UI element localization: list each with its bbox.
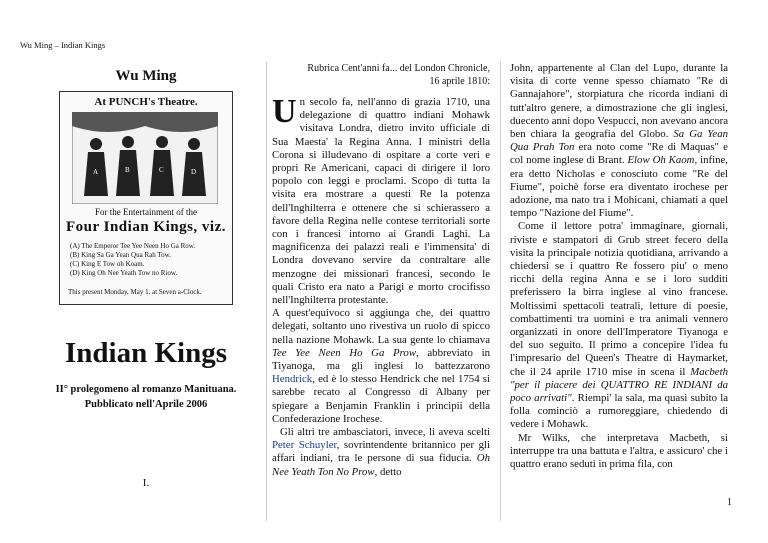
subtitle [30,382,262,412]
four-kings-illustration [72,112,218,204]
native-name: Tee Yee Neen Ho Ga Prow [272,346,417,359]
page-number: 1 [727,497,732,508]
poster-heading: At PUNCH's Theatre. [94,96,198,108]
play-title: Macbeth "per il piacere dei QUATTRO RE INDIANI da poco arrivati" [510,365,728,405]
text-run: John, appartenente al Clan del Lupo, durante la visita di corte venne spesso chiamato "Re di Gannajahore", storpiatura che ricorda indiani di tutt'altro genere, a dimostrazione che gli inglesi, duecento anni dopo Vespucci, non avevano ancora ben chiara la geografia del Globo. [510,62,728,141]
svg-text:B: B [125,166,130,174]
paragraph [272,307,490,426]
column-divider [500,62,501,521]
poster-date: This present Monday, May 1. at Seven a-Clock. [68,288,202,296]
text-run: , abbreviato in Tiyanoga, ma gli inglesi lo battezzarono [272,346,490,373]
book-title: Indian Kings [64,337,227,369]
subtitle-line-2: Pubblicato nell'Aprile 2006 [84,399,208,410]
text-run: Come il lettore potra' immaginare, giornali, riviste e stampatori di Grub street fecero della visita la principale notizia quotidiana, arrivando a chiedersi se i quattro Re fossero piu' o meno ricchi della regina Anna e se i loro sudditi preferissero la birra inglese al vino francese. Moltissimi spettacoli teatrali, letture di poesie, combattimenti tra uomini e tra animali vennero organizzati in onore dell'Imperatore Tiyanoga e del suo seguito. Il primo a concepire l'idea fu l'impresario del Queen's Theatre di Haymarket, che il 24 aprile 1710 mise in scena il [510,220,728,378]
native-name: Oh Nee Yeath Ton No Prow [272,452,490,478]
native-name: Sa Ga Yean Qua Prah Ton [510,128,729,154]
paragraph [510,62,728,220]
column-divider [266,62,267,521]
poster-cast-item: (B) King Sa Ga Yean Qua Rah Tow. [70,251,172,259]
text-run: Gli altri tre ambasciatori, invece, li aveva scelti [280,426,490,439]
text-run: , ed è lo stesso Hendrick che nel 1754 si sarebbe recato al Congresso di Albany per spiegare a Benjamin Franklin i principii della Confederazione Irochese. [272,373,490,425]
text-run: A quest'equivoco si aggiunga che, dei quattro delegati, soltanto uno rivestiva un ruolo di spicco nella nazione Mohawk. La sua gente lo chiamava [272,307,490,346]
text-run: , detto [374,465,402,478]
svg-text:D: D [191,168,197,176]
text-run: , infine, era detto Nicholas e conosciuto come "Re del Fiume", poichè forse era diventato irochese per adozione, ma nato tra i Mohicani, chiamati a quel tempo "Nazione del Fiume". [510,154,728,220]
middle-column [272,62,490,479]
part-number: I. [142,477,150,489]
theatre-poster-image [59,91,233,305]
rubric [272,62,490,88]
article-body-continued [510,62,728,471]
poster-cast-item: (D) King Oh Nee Yeath Tow no Riow. [70,269,178,277]
paragraph [510,220,728,431]
rubric-line-2: 16 aprile 1810: [429,76,490,87]
svg-text:A: A [93,168,99,176]
poster-for-line: For the Entertainment of the [95,207,197,217]
left-column [30,62,262,489]
article-body [272,93,490,479]
paragraph: Mr Wilks, che interpretava Macbeth, si interruppe tra una battuta e l'altra, e assicuro' che i quattro erano seduti in prima fila, con [510,431,728,471]
hendrick-link[interactable]: Hendrick [272,373,313,386]
paragraph [272,93,490,307]
text-run: era noto come "Re di Maquas" e col nome inglese di Brant. [510,141,728,167]
rubric-line-1: Rubrica Cent'anni fa... del London Chronicle, [307,63,490,74]
paragraph-text: n secolo fa, nell'anno di grazia 1710, una delegazione di quattro indiani Mohawk visitava Londra, dietro invito ufficiale di Sua Maesta' la Regina Anna. I ministri della Corona si illudevano di ospitare a corte veri e propri Re Americani, capaci di dirigere il loro popolo con leggi e proclami. Scopo di tutta la visita era mostrare a questi Re la potenza dell'Inghilterra e ottenere che si schierassero a favore della Regina nelle contese territoriali sorte con i francesi intorno ai Grandi Laghi. La magnificenza dei palazzi reali e l'immensita' di Londra dovevano servire da contraltare alle menzogne dei missionari francesi, secondo le quali Cristo era nato a Parigi e morto crocifisso nell'Inghilterra protestante. [272,96,490,307]
drop-cap: U [272,93,297,130]
right-column [510,62,728,471]
text-run: , sovrintendente britannico per gli affari indiani, tra le persone di sua fiducia. [272,439,490,465]
author-name: Wu Ming [115,68,177,84]
paragraph [272,426,490,479]
poster-cast-item: (C) King E Tow oh Koam. [70,260,145,268]
poster-cast-item: (A) The Emperor Tee Yee Neen Ho Ga Row. [70,242,196,250]
text-run: . Riempi' la sala, ma quasi subito la folla cominciò a rumoreggiare, chiedendo di vedere i Mohawk. [510,392,728,431]
poster-cast-list [70,242,195,278]
poster-title: Four Indian Kings, viz. [65,219,226,235]
running-header: Wu Ming – Indian Kings [20,40,106,50]
subtitle-line-1: II° prolegomeno al romanzo Manituana. [55,384,237,395]
peter-schuyler-link[interactable]: Peter Schuyler [272,439,337,452]
native-name: Elow Oh Kaom [627,154,695,167]
svg-text:C: C [159,166,164,174]
